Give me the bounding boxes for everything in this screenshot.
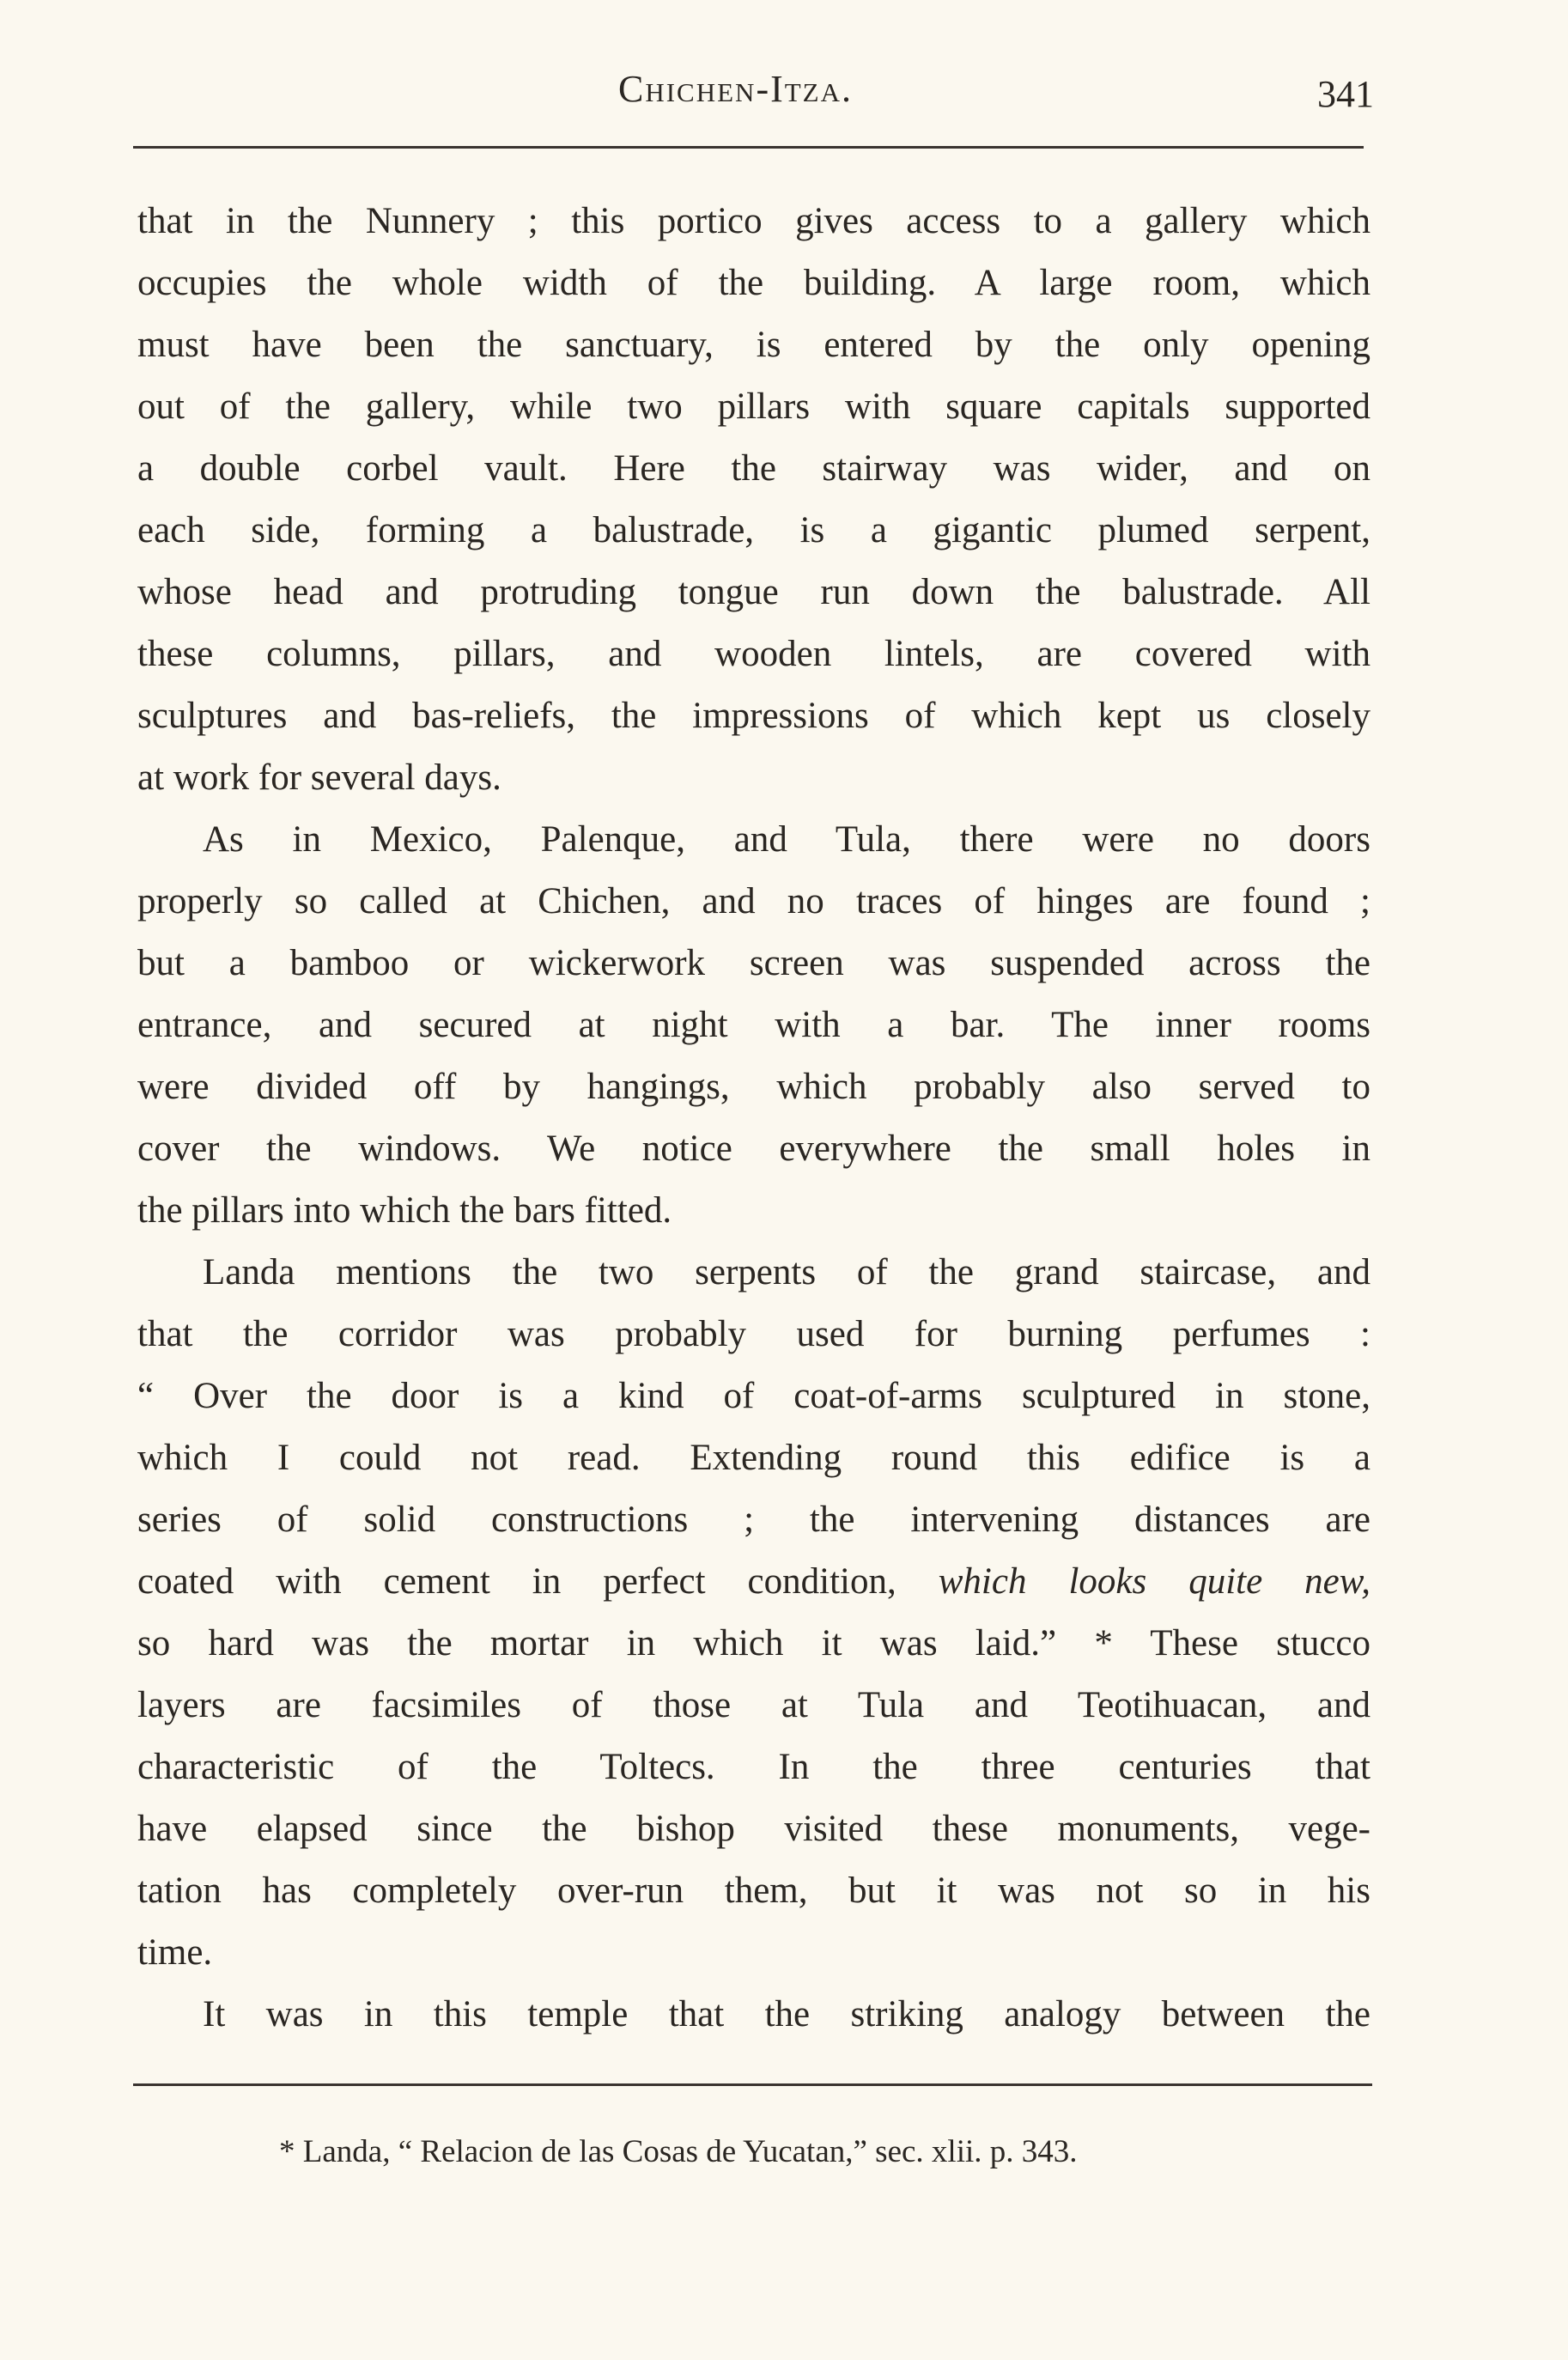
text-line: which I could not read. Extending round this edifice is a	[137, 1438, 1370, 1478]
text-line: entrance, and secured at night with a bar. The inner rooms	[137, 1005, 1370, 1045]
text-line: have elapsed since the bishop visited these monuments, vege-	[137, 1809, 1370, 1849]
text-line: these columns, pillars, and wooden lintels, are covered with	[137, 634, 1370, 674]
text-line: It was in this temple that the striking analogy between the	[203, 1994, 1370, 2035]
text-line: As in Mexico, Palenque, and Tula, there were no doors	[203, 819, 1370, 860]
footnote: * Landa, “ Relacion de las Cosas de Yucatan,” sec. xlii. p. 343.	[279, 2134, 1078, 2169]
text-line: series of solid constructions ; the intervening distances are	[137, 1499, 1370, 1540]
footnote-rule	[133, 2083, 1372, 2086]
text-line: out of the gallery, while two pillars with square capitals supported	[137, 386, 1370, 427]
text-line: the pillars into which the bars fitted.	[137, 1190, 672, 1231]
text-fragment: coated with cement in perfect condition,	[137, 1561, 896, 1602]
text-line: that the corridor was probably used for burning perfumes :	[137, 1314, 1370, 1354]
text-line: at work for several days.	[137, 757, 501, 798]
text-line: layers are facsimiles of those at Tula and Teotihuacan, and	[137, 1685, 1370, 1725]
header-rule	[133, 146, 1364, 149]
text-line: occupies the whole width of the building. A large room, which	[137, 263, 1370, 303]
text-line: were divided off by hangings, which probably also served to	[137, 1067, 1370, 1107]
page-header	[137, 67, 1374, 136]
text-line: properly so called at Chichen, and no traces of hinges are found ;	[137, 881, 1370, 921]
text-line: must have been the sanctuary, is entered by the only opening	[137, 325, 1370, 365]
text-line: characteristic of the Toltecs. In the three centuries that	[137, 1747, 1370, 1787]
italic-phrase: which looks quite new,	[938, 1561, 1370, 1602]
text-line: whose head and protruding tongue run down the balustrade. All	[137, 572, 1370, 612]
text-line: Landa mentions the two serpents of the grand staircase, and	[203, 1252, 1370, 1293]
body-text	[137, 191, 1370, 2046]
text-line: each side, forming a balustrade, is a gigantic plumed serpent,	[137, 510, 1370, 550]
text-line-with-italic	[137, 1551, 1370, 1613]
text-line: sculptures and bas-reliefs, the impressions of which kept us closely	[137, 696, 1370, 736]
text-line: “ Over the door is a kind of coat-of-arms sculptured in stone,	[137, 1376, 1370, 1416]
text-line: that in the Nunnery ; this portico gives access to a gallery which	[137, 201, 1370, 241]
text-line: so hard was the mortar in which it was laid.” * These stucco	[137, 1623, 1370, 1664]
text-line: tation has completely over-run them, but it was not so in his	[137, 1870, 1370, 1911]
page-number: 341	[1317, 73, 1374, 115]
running-head: Chichen-Itza.	[618, 68, 854, 110]
text-line: time.	[137, 1932, 213, 1973]
text-line: a double corbel vault. Here the stairway was wider, and on	[137, 448, 1370, 489]
text-line: but a bamboo or wickerwork screen was suspended across the	[137, 943, 1370, 983]
text-line: cover the windows. We notice everywhere the small holes in	[137, 1128, 1370, 1169]
